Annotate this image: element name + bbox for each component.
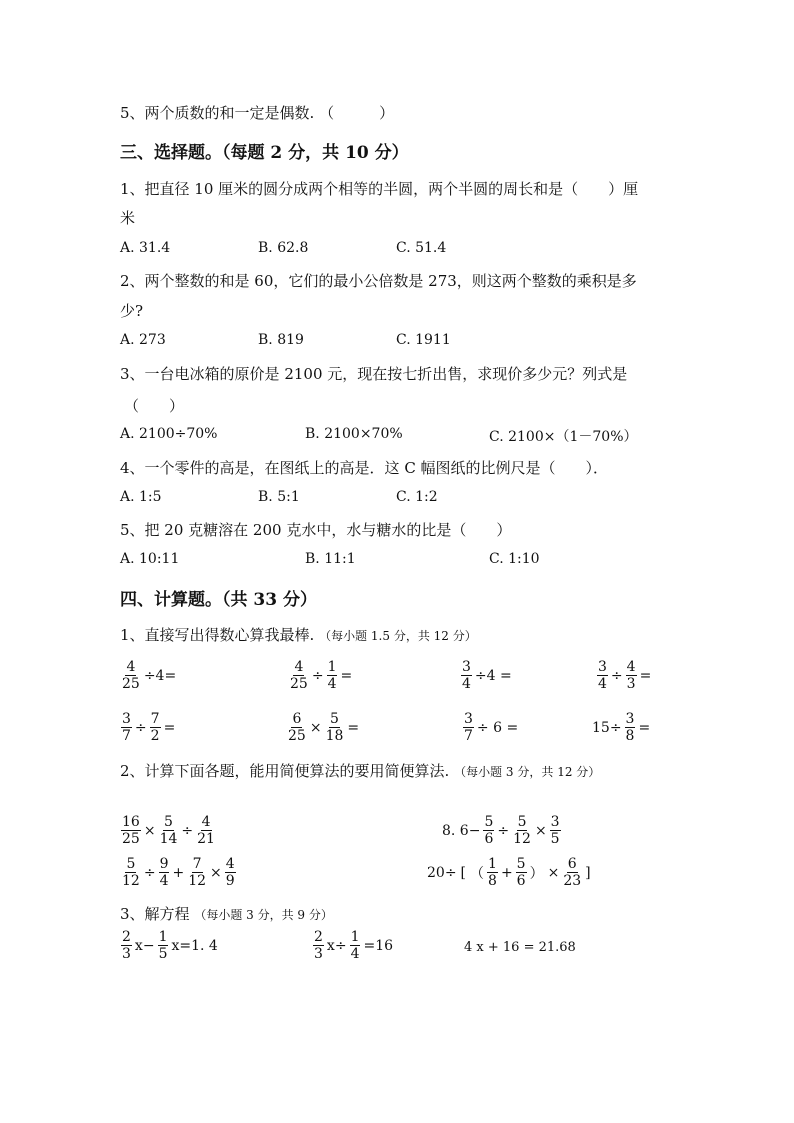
fraction: $\frac{4}{25}$ xyxy=(290,659,308,692)
fraction: $\frac{4}{21}$ xyxy=(197,814,215,847)
fraction: $\frac{2}{3}$ xyxy=(314,929,323,962)
s3-q2-option-b: B. 819 xyxy=(258,332,304,348)
s4-q2-heading xyxy=(120,760,600,781)
fraction: $\frac{3}{4}$ xyxy=(598,659,607,692)
fraction: $\frac{5}{18}$ xyxy=(325,711,344,744)
calc1-b: $\frac{4}{25}$ ÷ $\frac{1}{4}$ = xyxy=(290,659,353,692)
fraction: $\frac{2}{3}$ xyxy=(122,929,131,962)
s3-q2-option-a: A. 273 xyxy=(120,332,166,348)
s3-q3-option-b: B. 2100×70% xyxy=(305,426,403,442)
section4-title: 四、计算题。（共 33 分） xyxy=(120,590,317,610)
calc1-d: $\frac{3}{4}$ ÷ $\frac{4}{3}$ = xyxy=(598,659,652,692)
fraction: $\frac{7}{12}$ xyxy=(188,856,207,889)
fraction: $\frac{3}{7}$ xyxy=(122,711,131,744)
s4-q1-note: （每小题 1.5 分，共 12 分） xyxy=(319,629,477,643)
s3-q1-option-a: A. 31.4 xyxy=(120,240,171,256)
s3-q2-line1: 2、两个整数的和是 60，它们的最小公倍数是 273，则这两个整数的乘积是多 xyxy=(120,272,637,290)
s3-q3-option-a: A. 2100÷70% xyxy=(120,426,218,442)
fraction: $\frac{16}{25}$ xyxy=(122,814,140,847)
s3-q4-option-a: A. 1:5 xyxy=(120,489,162,505)
judge-question-5: 5、两个质数的和一定是偶数. （ ） xyxy=(120,104,395,122)
calc1-e: $\frac{3}{7}$ ÷ $\frac{7}{2}$ = xyxy=(122,711,176,744)
s3-q5-line1: 5、把 20 克糖溶在 200 克水中，水与糖水的比是（ ） xyxy=(120,521,512,539)
s3-q5-option-c: C. 1:10 xyxy=(489,551,540,567)
s3-q1-option-b: B. 62.8 xyxy=(258,240,309,256)
s4-q2-note: （每小题 3 分，共 12 分） xyxy=(454,765,601,779)
s4-q3-text: 3、解方程 xyxy=(120,905,190,923)
s3-q2-option-c: C. 1911 xyxy=(396,332,451,348)
s3-q3-line2: （ ） xyxy=(124,397,185,415)
s3-q2-line2: 少? xyxy=(120,302,144,320)
s3-q1-line1: 1、把直径 10 厘米的圆分成两个相等的半圆，两个半圆的周长和是（ ）厘 xyxy=(120,180,639,198)
fraction: $\frac{5}{12}$ xyxy=(122,856,140,889)
equation-b: $\frac{2}{3}$ x÷ $\frac{1}{4}$ =16 xyxy=(314,929,394,962)
fraction: $\frac{5}{12}$ xyxy=(513,814,531,847)
fraction: $\frac{1}{4}$ xyxy=(350,929,360,962)
fraction: $\frac{1}{4}$ xyxy=(327,659,337,692)
fraction: $\frac{7}{2}$ xyxy=(150,711,160,744)
calc2-a: $\frac{16}{25}$ × $\frac{5}{14}$ ÷ $\frac{4}{21}$ xyxy=(122,814,215,847)
equation-a: $\frac{2}{3}$ x− $\frac{1}{5}$ x=1. 4 xyxy=(122,929,218,962)
fraction: $\frac{3}{4}$ xyxy=(462,659,471,692)
s3-q3-option-c: C. 2100×（1－70%） xyxy=(489,429,638,445)
s4-q1-heading xyxy=(120,624,477,645)
s4-q3-heading xyxy=(120,903,333,924)
calc2-b: 8. 6− $\frac{5}{6}$ ÷ $\frac{5}{12}$ × $\frac{3}{5}$ xyxy=(442,814,560,847)
s3-q4-option-b: B. 5:1 xyxy=(258,489,300,505)
fraction: $\frac{4}{9}$ xyxy=(225,856,235,889)
fraction: $\frac{4}{25}$ xyxy=(122,659,140,692)
calc1-c: $\frac{3}{4}$ ÷4 = xyxy=(462,659,512,692)
calc2-d: 20÷ [ （ $\frac{1}{8}$ + $\frac{5}{6}$ ） × $\frac{6}{23}$ ] xyxy=(427,856,591,889)
fraction: $\frac{3}{8}$ xyxy=(625,711,635,744)
s3-q1-option-c: C. 51.4 xyxy=(396,240,447,256)
fraction: $\frac{5}{14}$ xyxy=(159,814,178,847)
section3-title: 三、选择题。（每题 2 分，共 10 分） xyxy=(120,143,409,163)
fraction: $\frac{5}{6}$ xyxy=(484,814,494,847)
fraction: $\frac{1}{5}$ xyxy=(158,929,168,962)
s4-q3-note: （每小题 3 分，共 9 分） xyxy=(194,908,333,922)
calc1-g: $\frac{3}{7}$ ÷ 6 = xyxy=(464,711,519,744)
fraction: $\frac{6}{25}$ xyxy=(288,711,306,744)
fraction: $\frac{1}{8}$ xyxy=(488,856,497,889)
fraction: $\frac{4}{3}$ xyxy=(626,659,636,692)
s3-q3-line1: 3、一台电冰箱的原价是 2100 元，现在按七折出售，求现价多少元？列式是 xyxy=(120,365,628,383)
fraction: $\frac{6}{23}$ xyxy=(563,856,582,889)
calc2-c: $\frac{5}{12}$ ÷ $\frac{9}{4}$ + $\frac{7}{12}$ × $\frac{4}{9}$ xyxy=(122,856,235,889)
s3-q5-option-b: B. 11:1 xyxy=(305,551,356,567)
s4-q2-text: 2、计算下面各题，能用简便算法的要用简便算法. xyxy=(120,762,450,780)
fraction: $\frac{5}{6}$ xyxy=(516,856,526,889)
s3-q5-option-a: A. 10:11 xyxy=(120,551,180,567)
fraction: $\frac{3}{5}$ xyxy=(550,814,560,847)
calc1-h: 15÷ $\frac{3}{8}$ = xyxy=(592,711,651,744)
calc1-a: $\frac{4}{25}$ ÷4= xyxy=(122,659,177,692)
s3-q1-line2: 米 xyxy=(120,209,136,227)
fraction: $\frac{9}{4}$ xyxy=(159,856,169,889)
s3-q4-line1: 4、一个零件的高是，在图纸上的高是．这 C 幅图纸的比例尺是（ ）． xyxy=(120,459,609,477)
fraction: $\frac{3}{7}$ xyxy=(464,711,473,744)
equation-c: 4 x + 16 = 21.68 xyxy=(464,940,576,955)
calc1-f: $\frac{6}{25}$ × $\frac{5}{18}$ = xyxy=(288,711,360,744)
s4-q1-text: 1、直接写出得数心算我最棒. xyxy=(120,626,315,644)
s3-q4-option-c: C. 1:2 xyxy=(396,489,438,505)
